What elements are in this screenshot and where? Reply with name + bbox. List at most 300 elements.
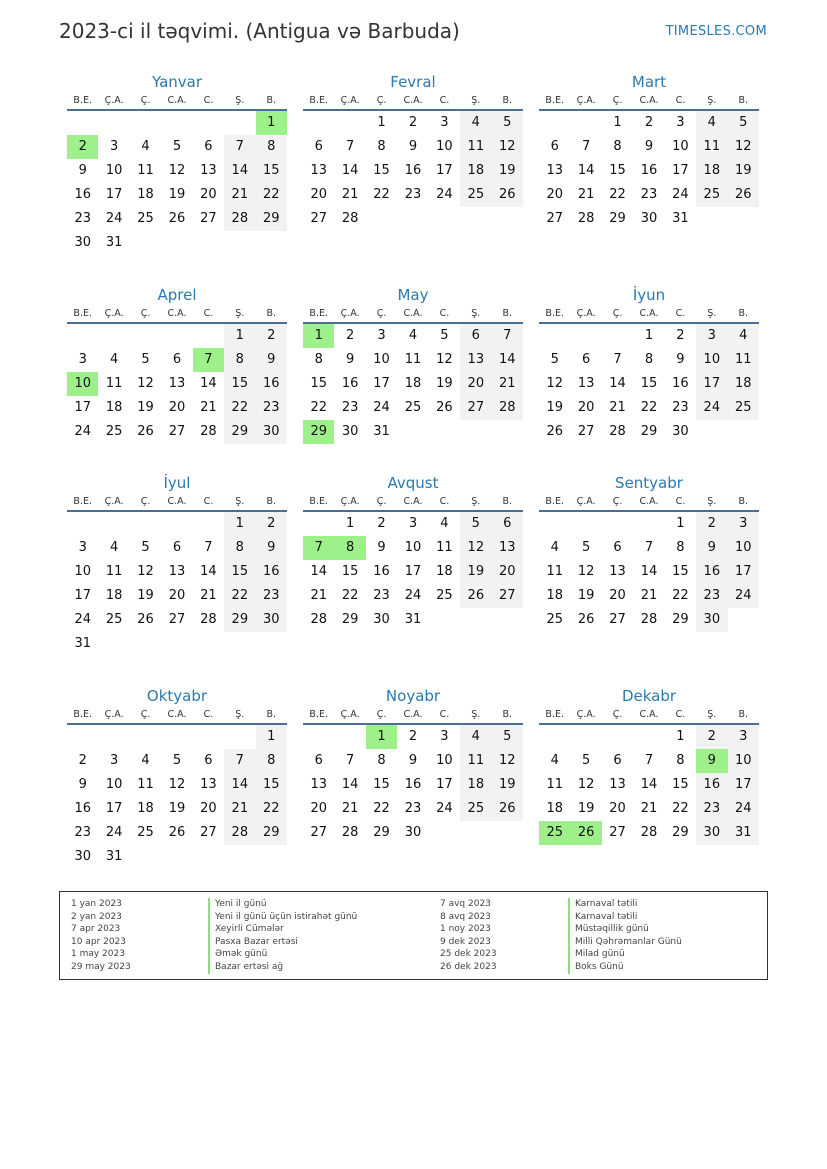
day-cell: 14: [577, 163, 595, 178]
weekday-label: B.E.: [309, 709, 328, 720]
month-name: Yanvar: [151, 73, 203, 91]
day-cell: 19: [436, 376, 453, 391]
empty-cell: [224, 111, 255, 135]
day-cell: 10: [74, 564, 91, 579]
day-cell: 4: [550, 540, 559, 555]
month-name: Sentyabr: [615, 474, 683, 492]
weekday-label: B.: [502, 95, 513, 106]
day-cell: 21: [310, 588, 327, 603]
day-cell: 15: [256, 159, 287, 183]
day-cell: 25: [137, 211, 154, 226]
day-cell: 16: [672, 376, 689, 391]
weekday-label: B.: [266, 496, 277, 507]
weekday-label: Ç.A.: [340, 95, 360, 106]
day-cell: 6: [460, 324, 491, 348]
day-cell: 20: [168, 588, 186, 603]
day-cell: 2: [78, 753, 87, 768]
holiday-name: Müstəqillik günü: [568, 923, 682, 936]
holiday-day-cell: 1: [256, 111, 287, 135]
weekday-label: B.: [502, 709, 513, 720]
day-cell: 4: [440, 516, 449, 531]
day-cell: 11: [696, 135, 727, 159]
day-cell: 21: [200, 588, 217, 603]
day-cell: 22: [224, 396, 255, 420]
empty-cell: [633, 512, 664, 536]
day-cell: 4: [141, 753, 150, 768]
day-cell: 15: [609, 163, 626, 178]
weekday-label: C.A.: [639, 95, 659, 106]
weekday-label: Ç.: [612, 308, 623, 319]
holiday-date: 10 apr 2023: [71, 936, 127, 947]
weekday-label: B.E.: [545, 95, 564, 106]
day-cell: 22: [310, 400, 327, 415]
empty-cell: [161, 512, 192, 536]
weekday-label: C.: [675, 496, 686, 507]
month-name: Noyabr: [385, 687, 441, 705]
empty-cell: [224, 725, 255, 749]
day-cell: 11: [404, 352, 422, 367]
holiday-name: Xeyirli Cümələr: [208, 923, 357, 936]
day-cell: 10: [436, 139, 453, 154]
day-cell: 18: [137, 187, 154, 202]
weekday-label: B.: [738, 709, 749, 720]
day-cell: 19: [492, 773, 523, 797]
weekday-label: C.A.: [403, 308, 423, 319]
empty-cell: [193, 111, 224, 135]
holiday-day-cell: 8: [334, 536, 365, 560]
day-cell: 29: [640, 424, 658, 439]
day-cell: 2: [377, 516, 386, 531]
weekday-label: B.: [502, 308, 513, 319]
holiday-day-cell: 25: [539, 821, 570, 845]
day-cell: 12: [577, 564, 595, 579]
weekday-label: Ç.A.: [104, 95, 124, 106]
holiday-date: 26 dek 2023: [440, 961, 497, 972]
weekday-header: [539, 93, 759, 111]
day-cell: 13: [577, 376, 595, 391]
weekday-header: [539, 707, 759, 725]
day-cell: 5: [728, 111, 759, 135]
day-cell: 7: [204, 540, 213, 555]
day-cell: 24: [74, 612, 91, 627]
day-cell: 7: [224, 749, 255, 773]
day-cell: 9: [256, 536, 287, 560]
day-cell: 25: [546, 612, 563, 627]
empty-cell: [130, 111, 161, 135]
weekday-header: [303, 494, 523, 512]
day-cell: 16: [373, 564, 390, 579]
day-cell: 20: [546, 187, 563, 202]
holiday-day-cell: 26: [570, 821, 601, 845]
day-cell: 2: [408, 729, 418, 744]
day-cell: 8: [377, 753, 386, 768]
day-cell: 11: [546, 777, 563, 792]
day-cell: 19: [546, 400, 563, 415]
empty-cell: [633, 725, 664, 749]
day-cell: 24: [696, 396, 727, 420]
day-cell: 24: [105, 825, 123, 840]
day-cell: 2: [256, 324, 287, 348]
day-cell: 27: [200, 825, 217, 840]
day-cell: 23: [256, 584, 287, 608]
day-cell: 13: [609, 777, 626, 792]
day-cell: 30: [74, 849, 91, 864]
weekday-label: Ç.A.: [576, 308, 596, 319]
day-cell: 4: [550, 753, 559, 768]
day-cell: 17: [74, 400, 91, 415]
day-cell: 17: [74, 588, 91, 603]
weekday-label: Ş.: [471, 95, 481, 106]
weekday-label: Ş.: [235, 709, 245, 720]
day-cell: 13: [460, 348, 491, 372]
day-cell: 5: [581, 540, 591, 555]
day-cell: 30: [373, 612, 390, 627]
day-cell: 26: [546, 424, 563, 439]
empty-cell: [67, 512, 98, 536]
day-cell: 19: [168, 801, 186, 816]
day-cell: 29: [341, 612, 359, 627]
day-cell: 27: [168, 424, 186, 439]
day-cell: 28: [224, 207, 255, 231]
site-link[interactable]: TIMESLES.COM: [665, 24, 767, 39]
day-cell: 8: [256, 749, 287, 773]
weekday-label: Ş.: [471, 496, 481, 507]
weekday-header: [539, 306, 759, 324]
day-cell: 29: [256, 207, 287, 231]
weekday-label: Ç.: [612, 496, 623, 507]
day-cell: 14: [200, 564, 217, 579]
day-cell: 8: [256, 135, 287, 159]
weekday-label: C.A.: [167, 308, 187, 319]
day-cell: 31: [404, 612, 422, 627]
day-cell: 16: [696, 560, 727, 584]
day-cell: 26: [436, 400, 453, 415]
day-cell: 7: [345, 753, 355, 768]
day-cell: 4: [141, 139, 150, 154]
holiday-legend: [59, 891, 768, 980]
weekday-label: B.: [738, 95, 749, 106]
day-cell: 28: [609, 424, 626, 439]
day-grid: [303, 512, 523, 632]
day-cell: 22: [672, 801, 689, 816]
weekday-label: C.: [675, 308, 686, 319]
empty-cell: [602, 324, 633, 348]
day-cell: 31: [105, 235, 123, 250]
weekday-label: C.A.: [403, 709, 423, 720]
month-name: Dekabr: [621, 687, 677, 705]
day-cell: 1: [256, 725, 287, 749]
weekday-label: C.: [675, 709, 686, 720]
day-cell: 6: [204, 753, 213, 768]
day-cell: 25: [460, 183, 491, 207]
empty-cell: [303, 725, 334, 749]
holiday-name: Yeni il günü: [208, 898, 357, 911]
month-5: [539, 284, 759, 444]
day-cell: 10: [696, 348, 727, 372]
day-cell: 9: [676, 352, 685, 367]
holiday-date: 7 apr 2023: [71, 924, 121, 935]
day-grid: [303, 111, 523, 231]
day-cell: 22: [256, 797, 287, 821]
empty-cell: [98, 324, 129, 348]
day-cell: 6: [204, 139, 213, 154]
holiday-day-cell: 2: [67, 135, 98, 159]
day-cell: 10: [373, 352, 390, 367]
day-cell: 5: [550, 352, 559, 367]
weekday-label: C.: [203, 496, 214, 507]
day-cell: 26: [577, 612, 595, 627]
weekday-label: Ş.: [707, 496, 717, 507]
day-cell: 13: [546, 163, 563, 178]
day-cell: 30: [256, 420, 287, 444]
weekday-label: Ş.: [471, 709, 481, 720]
day-cell: 23: [341, 400, 359, 415]
month-name: May: [397, 286, 429, 304]
day-cell: 31: [373, 424, 390, 439]
weekday-label: Ç.: [376, 308, 387, 319]
day-cell: 30: [672, 424, 689, 439]
month-name: Mart: [631, 73, 667, 91]
day-cell: 7: [581, 139, 591, 154]
day-cell: 29: [224, 608, 255, 632]
weekday-label: Ç.: [140, 95, 151, 106]
day-cell: 29: [256, 821, 287, 845]
holiday-date: 1 may 2023: [71, 949, 125, 960]
day-cell: 2: [345, 328, 355, 343]
day-cell: 13: [168, 564, 186, 579]
weekday-label: C.: [203, 308, 214, 319]
day-cell: 8: [377, 139, 386, 154]
day-cell: 8: [676, 753, 685, 768]
day-grid: [67, 512, 287, 656]
day-cell: 6: [581, 352, 591, 367]
day-cell: 11: [105, 564, 123, 579]
day-cell: 17: [672, 163, 689, 178]
month-0: [67, 71, 287, 255]
day-cell: 10: [105, 777, 123, 792]
weekday-label: C.: [675, 95, 686, 106]
day-cell: 17: [728, 773, 759, 797]
day-cell: 15: [640, 376, 658, 391]
empty-cell: [570, 111, 601, 135]
weekday-label: C.: [439, 496, 450, 507]
day-cell: 27: [577, 424, 595, 439]
day-cell: 24: [373, 400, 390, 415]
day-cell: 16: [404, 777, 422, 792]
day-cell: 28: [341, 825, 359, 840]
day-cell: 9: [408, 139, 418, 154]
day-cell: 14: [609, 376, 626, 391]
day-cell: 11: [137, 777, 154, 792]
day-cell: 26: [492, 797, 523, 821]
month-2: [539, 71, 759, 231]
day-cell: 24: [436, 801, 453, 816]
day-cell: 9: [644, 139, 654, 154]
empty-cell: [570, 324, 601, 348]
day-cell: 4: [109, 352, 119, 367]
day-cell: 27: [546, 211, 563, 226]
day-cell: 3: [78, 540, 87, 555]
empty-cell: [570, 512, 601, 536]
day-cell: 31: [74, 636, 91, 651]
day-cell: 26: [137, 612, 154, 627]
day-cell: 13: [492, 536, 523, 560]
day-cell: 20: [310, 187, 327, 202]
day-cell: 27: [492, 584, 523, 608]
day-grid: [67, 111, 287, 255]
weekday-header: [303, 93, 523, 111]
day-cell: 17: [728, 560, 759, 584]
day-cell: 25: [105, 612, 123, 627]
day-grid: [539, 725, 759, 845]
day-cell: 2: [644, 115, 654, 130]
day-cell: 19: [137, 400, 154, 415]
holiday-day-cell: 1: [303, 324, 334, 348]
day-cell: 24: [672, 187, 689, 202]
weekday-header: [67, 707, 287, 725]
weekday-label: Ç.A.: [104, 709, 124, 720]
day-cell: 3: [78, 352, 87, 367]
holiday-day-cell: 10: [67, 372, 98, 396]
day-cell: 18: [105, 588, 123, 603]
day-cell: 2: [676, 328, 685, 343]
weekday-label: Ş.: [235, 496, 245, 507]
weekday-label: B.E.: [73, 496, 92, 507]
day-cell: 22: [609, 187, 626, 202]
holiday-name: Karnaval tətili: [568, 898, 682, 911]
day-cell: 30: [341, 424, 359, 439]
day-cell: 29: [672, 825, 689, 840]
empty-cell: [303, 512, 334, 536]
month-name: Avqust: [387, 474, 439, 492]
day-cell: 14: [492, 348, 523, 372]
day-cell: 29: [672, 612, 689, 627]
weekday-label: B.E.: [73, 308, 92, 319]
day-cell: 14: [224, 773, 255, 797]
day-cell: 24: [74, 424, 91, 439]
day-cell: 22: [256, 183, 287, 207]
day-cell: 12: [168, 163, 186, 178]
day-cell: 22: [672, 588, 689, 603]
day-cell: 4: [408, 328, 418, 343]
weekday-label: B.E.: [73, 95, 92, 106]
day-cell: 13: [310, 777, 327, 792]
day-cell: 20: [460, 372, 491, 396]
weekday-label: C.: [439, 95, 450, 106]
weekday-label: Ç.A.: [340, 308, 360, 319]
weekday-header: [303, 707, 523, 725]
day-cell: 19: [492, 159, 523, 183]
day-cell: 10: [436, 753, 453, 768]
day-cell: 26: [728, 183, 759, 207]
weekday-label: B.: [502, 496, 513, 507]
day-grid: [67, 324, 287, 444]
empty-cell: [570, 725, 601, 749]
empty-cell: [67, 324, 98, 348]
empty-cell: [193, 512, 224, 536]
day-cell: 19: [168, 187, 186, 202]
month-7: [303, 472, 523, 632]
day-cell: 6: [613, 540, 622, 555]
holiday-date: 1 yan 2023: [71, 899, 122, 909]
weekday-header: [67, 494, 287, 512]
day-cell: 20: [310, 801, 327, 816]
day-cell: 2: [696, 512, 727, 536]
day-cell: 6: [172, 540, 182, 555]
day-cell: 15: [224, 372, 255, 396]
empty-cell: [334, 725, 365, 749]
month-9: [67, 685, 287, 869]
day-cell: 18: [460, 773, 491, 797]
day-cell: 6: [613, 753, 622, 768]
day-cell: 23: [74, 825, 91, 840]
day-cell: 6: [172, 352, 182, 367]
day-cell: 18: [105, 400, 123, 415]
day-cell: 18: [460, 159, 491, 183]
empty-cell: [539, 111, 570, 135]
day-cell: 10: [404, 540, 422, 555]
day-cell: 1: [613, 115, 622, 130]
day-cell: 16: [696, 773, 727, 797]
month-name: Oktyabr: [146, 687, 208, 705]
day-cell: 27: [609, 825, 626, 840]
day-cell: 14: [224, 159, 255, 183]
day-cell: 16: [640, 163, 658, 178]
weekday-label: Ç.A.: [340, 709, 360, 720]
day-cell: 20: [200, 187, 217, 202]
empty-cell: [539, 512, 570, 536]
day-cell: 1: [224, 512, 255, 536]
day-cell: 20: [200, 801, 217, 816]
day-cell: 9: [345, 352, 355, 367]
weekday-label: B.: [266, 308, 277, 319]
day-cell: 26: [168, 211, 186, 226]
day-cell: 30: [640, 211, 658, 226]
day-cell: 20: [609, 801, 626, 816]
day-cell: 13: [200, 163, 217, 178]
weekday-label: C.: [203, 95, 214, 106]
day-cell: 9: [696, 536, 727, 560]
day-cell: 8: [644, 352, 654, 367]
weekday-label: Ş.: [471, 308, 481, 319]
weekday-label: B.E.: [545, 308, 564, 319]
day-cell: 27: [200, 211, 217, 226]
holiday-day-cell: 7: [303, 536, 334, 560]
weekday-label: C.: [203, 709, 214, 720]
day-cell: 23: [404, 801, 422, 816]
day-cell: 20: [577, 400, 595, 415]
weekday-label: C.A.: [639, 496, 659, 507]
day-cell: 27: [460, 396, 491, 420]
weekday-label: Ç.: [140, 496, 151, 507]
day-cell: 15: [256, 773, 287, 797]
holiday-date: 25 dek 2023: [440, 949, 497, 960]
day-cell: 3: [440, 115, 449, 130]
weekday-label: Ç.: [612, 709, 623, 720]
empty-cell: [539, 324, 570, 348]
day-cell: 9: [377, 540, 386, 555]
day-cell: 26: [137, 424, 154, 439]
day-cell: 20: [492, 560, 523, 584]
day-cell: 8: [676, 540, 685, 555]
weekday-label: C.: [439, 709, 450, 720]
day-cell: 17: [436, 777, 453, 792]
weekday-label: Ş.: [235, 308, 245, 319]
day-cell: 3: [676, 115, 685, 130]
day-cell: 24: [105, 211, 123, 226]
month-8: [539, 472, 759, 632]
weekday-label: Ç.A.: [576, 496, 596, 507]
